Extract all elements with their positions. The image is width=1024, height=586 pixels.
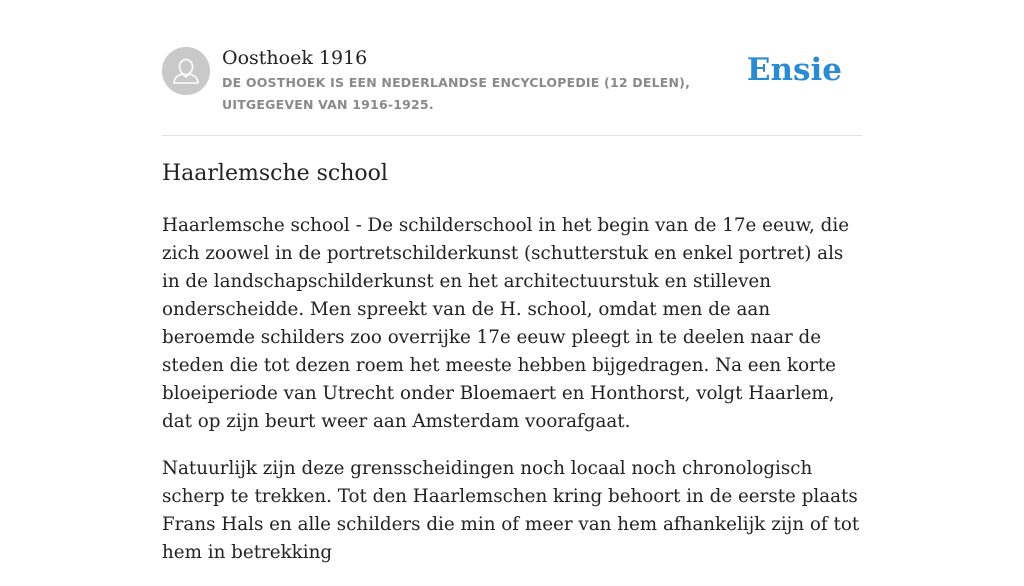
source-description: DE OOSTHOEK IS EEN NEDERLANDSE ENCYCLOPEDIE (12 DELEN), UITGEGEVEN VAN 1916-1925. bbox=[222, 75, 691, 112]
article-title: Haarlemsche school bbox=[162, 161, 388, 186]
article-paragraph: Natuurlijk zijn deze grensscheidingen noch locaal noch chronologisch scherp te trekken. Tot den Haarlemschen kring behoort in de eerste plaats Frans Hals en alle schilders die min of meer van hem afhankelijk zijn of tot hem in betrekking bbox=[162, 458, 860, 563]
source-title[interactable]: Oosthoek 1916 bbox=[222, 47, 368, 69]
user-silhouette-icon[interactable] bbox=[162, 47, 210, 95]
article-body bbox=[162, 212, 862, 586]
source-header bbox=[162, 46, 862, 116]
ensie-logo[interactable]: Ensie bbox=[746, 52, 842, 88]
header-divider bbox=[162, 135, 862, 136]
article-paragraph: Haarlemsche school - De schilderschool in het begin van de 17e eeuw, die zich zoowel in de portretschilderkunst (schutterstuk en enkel portret) als in de landschapschilderkunst en het architectuurstuk en stilleven onderscheidde. Men spreekt van de H. school, omdat men de aan beroemde schilders zoo overrijke 17e eeuw pleegt in te deelen naar de steden die tot dezen roem het meeste hebben bijgedragen. Na een korte bloeiperiode van Utrecht onder Bloemaert en Honthorst, volgt Haarlem, dat op zijn beurt weer aan Amsterdam voorafgaat. bbox=[162, 215, 850, 432]
